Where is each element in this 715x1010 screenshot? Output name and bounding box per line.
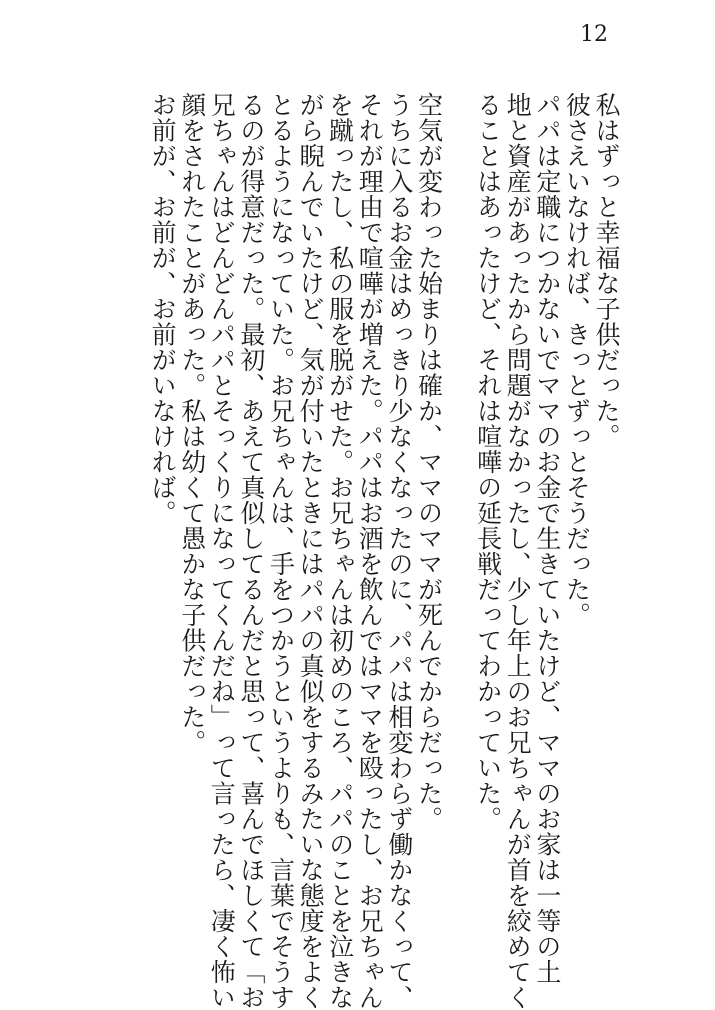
text-line: お前が、お前が、お前がいなければ。 [148, 92, 178, 526]
text-line: 彼さえいなければ、きっとずっとそうだった。 [562, 92, 592, 628]
vertical-text-body [148, 92, 622, 1010]
text-line: それが理由で喧嘩が増えた。パパはお酒を飲んではママを殴ったし、お兄ちゃん [355, 92, 385, 1010]
text-line: 兄ちゃんはどんどんパパとそっくりになってくんだね」って言ったら、凄く怖い [207, 92, 237, 1010]
page-number: 12 [580, 22, 608, 47]
text-line: るのが得意だった。最初、あえて真似してるんだと思って、喜んでほしくて「お [236, 92, 266, 1010]
text-line: 空気が変わった始まりは確か、ママのママが死んでからだった。 [414, 92, 444, 832]
text-line: がら睨んでいたけど、気が付いたときにはパパの真似をするみたいな態度をよく [296, 92, 326, 1010]
text-line: 私はずっと幸福な子供だった。 [592, 92, 621, 449]
text-line: を蹴ったし、私の服を脱がせた。お兄ちゃんは初めのころ、パパのことを泣きな [325, 92, 355, 1010]
text-line: 地と資産があったから問題がなかったし、少し年上のお兄ちゃんが首を絞めてく [503, 92, 533, 1010]
text-line: 顔をされたことがあった。私は幼くて愚かな子供だった。 [177, 92, 207, 755]
text-line: パパは定職につかないでママのお金で生きていたけど、ママのお家は一等の土 [532, 92, 562, 985]
text-line: ることはあったけど、それは喧嘩の延長戦だってわかっていた。 [473, 92, 503, 832]
paragraph-gap [443, 92, 473, 882]
text-line: とるようになっていた。お兄ちゃんは、手をつかうというよりも、言葉でそうす [266, 92, 296, 1010]
text-line: うちに入るお金はめっきり少なくなったのに、パパは相変わらず働かなくって、 [384, 92, 414, 1010]
